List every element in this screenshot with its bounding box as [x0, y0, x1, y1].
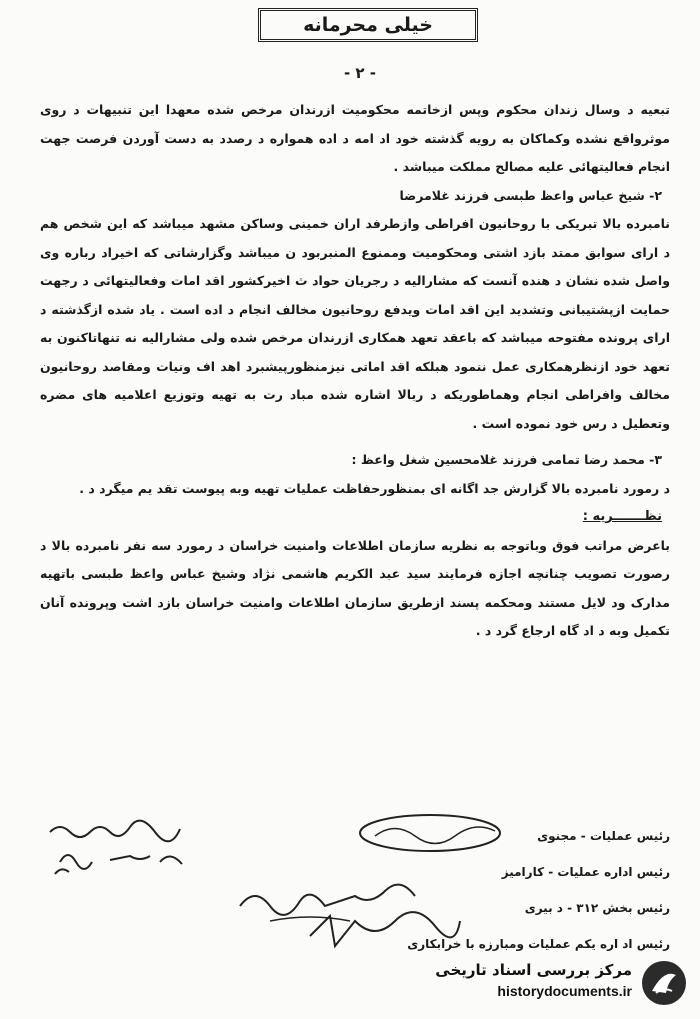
document-body: [40, 96, 670, 646]
intro-paragraph: تبعیه د وسال زندان محکوم وپس ازخاتمه محکومیت ازرندان مرخص شده معهدا این تنبیهات د روی موثرواقع نشده وکماکان به رویه گذشته خود اد امه د اده همواره د رصدد به دست آوردن فرصت جهت انجام فعالیتهائی علیه مصالح مملکت میباشد .: [40, 102, 670, 174]
spacer: [40, 438, 670, 446]
conclusion-paragraph: باعرض مراتب فوق وباتوجه به نظریه سازمان اطلاعات وامنیت خراسان د رمورد سه نفر نامبرده بالا د رصورت تصویب چنانچه اجازه فرمایند سید عبد الکریم هاشمی نژاد وشیخ عباس واعظ طبسی باتهیه مدارک ود لایل مستند ومحکمه پسند ازطریق سازمان اطلاعات وامنیت خراسان بازد اشت وپرونده آنان تکمیل وبه د اد گاه ارجاع گرد د .: [40, 537, 670, 638]
section-2-paragraph: نامبرده بالا تبریکی با روحانیون افراطی وازطرفد اران خمینی وساکن مشهد میباشد که این شخص هم د ارای سوابق ممتد بازد اشتی ومحکومیت وممنوع المنبربود ن میباشد وگزارشاتی که اخیراد رباره وی واصل شده نشان د هنده آنست که مشارالیه د رجریان حواد ث اخیرکشور اقد امات وفعالیتهائی د رجهت حمایت ازپشتیبانی وتشدید این اقد امات ویدفع روحانیون مخالف انجام د اده است . یاد شده ازگذشته د ارای پرونده مفتوحه میباشد که باعقد تعهد همکاری ازرندان مرخص شده ولی مشارالیه نه تنهاتاکنون به تعهد خود ازنظرهمکاری عمل ننمود هبلکه اقد اماتی نیزمنظورپیشبرد اهد اف ونیات ومقاصد روحانیون مخالف وافراطی انجام وهماطوریکه د ربالا اشاره شده مباد رت به تهیه وتوزیع اعلامیه های مضره وتعطیل د رس خود نموده است .: [40, 216, 670, 431]
handwritten-notes: [40, 812, 220, 872]
section-2-heading: ۲- شیخ عباس واعظ طبسی فرزند غلامرضا: [399, 187, 662, 203]
watermark-url: historydocuments.ir: [497, 983, 632, 999]
section-3-paragraph: د رمورد نامبرده بالا گزارش جد اگانه ای بمنظورحفاظت عملیات تهیه وبه پیوست تقد یم میگرد د .: [79, 480, 670, 496]
classification-stamp: [258, 8, 478, 42]
page-number: - ۲ -: [343, 64, 377, 82]
signature-line-3: رئیس بخش ۳۱۲ - د بیری: [524, 901, 670, 915]
archive-logo-icon: [642, 961, 686, 1005]
signature-block: [340, 818, 670, 962]
signature-line-4: رئیس اد اره یکم عملیات ومبارزه با خرابکاری: [407, 937, 670, 951]
handwriting-scribble-icon: [40, 812, 220, 882]
signature-line-2: رئیس اداره عملیات - کارامیز: [501, 865, 670, 879]
watermark-title: مرکز بررسی اسناد تاریخی: [435, 961, 632, 979]
section-3-heading: ۳- محمد رضا تمامی فرزند غلامحسین شغل واعظ :: [351, 452, 662, 467]
conclusion-title: نظـــــــریه :: [582, 509, 662, 524]
signature-line-1: رئیس عملیات - مجنوی: [537, 829, 670, 843]
classification-label: خیلی محرمانه: [303, 14, 433, 36]
watermark: [406, 961, 686, 1007]
